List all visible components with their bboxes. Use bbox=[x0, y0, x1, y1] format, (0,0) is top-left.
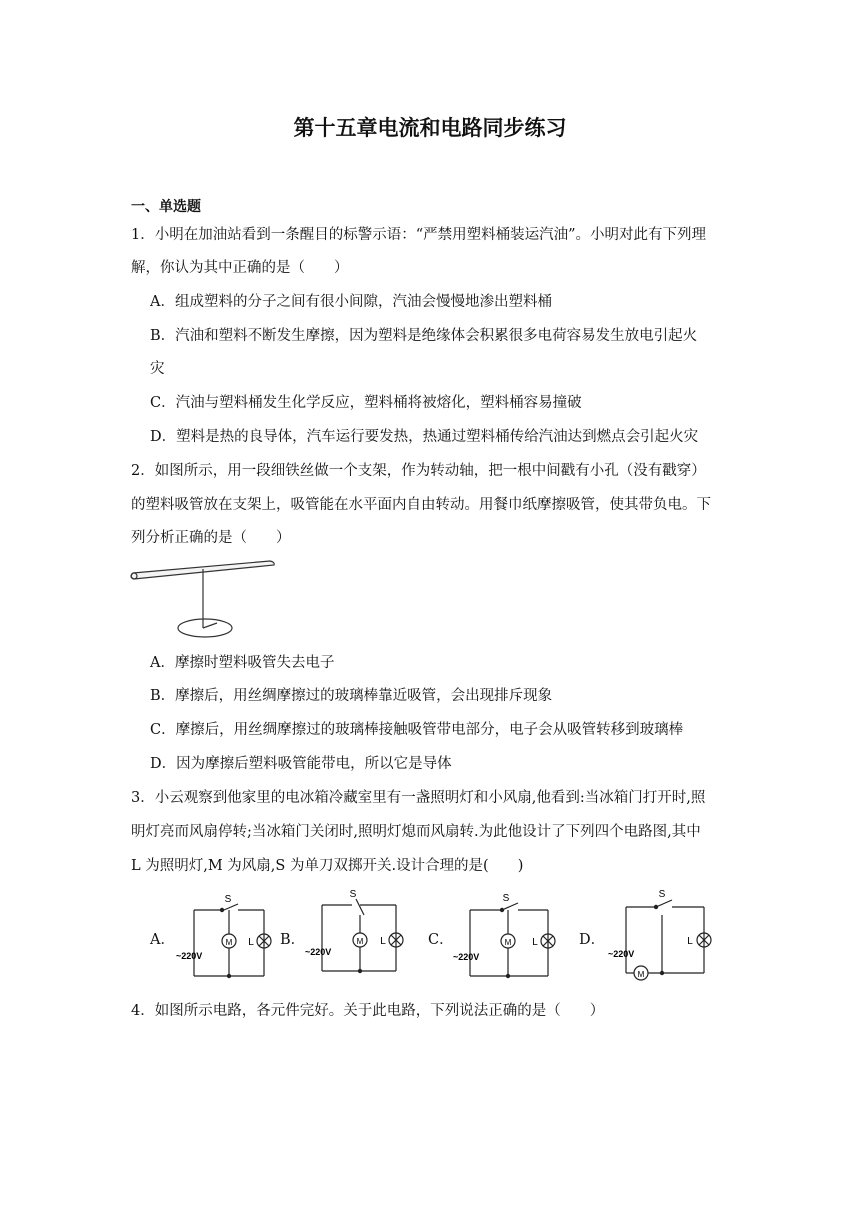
circuit-d-switch-label: S bbox=[658, 889, 666, 900]
q2-stem-line2: 的塑料吸管放在支架上，吸管能在水平面内自由转动。用餐巾纸摩擦吸管，使其带负电。下 bbox=[131, 497, 711, 513]
circuit-c-voltage-label: ~220V bbox=[453, 952, 480, 962]
section-heading: 一、单选题 bbox=[131, 199, 201, 215]
q3-stem-line2: 明灯亮而风扇停转;当冰箱门关闭时,照明灯熄而风扇转.为此他设计了下列四个电路图,其中 bbox=[131, 824, 701, 840]
circuit-d bbox=[600, 885, 720, 985]
q1-stem-line1: 1．小明在加油站看到一条醒目的标警示语：“严禁用塑料桶装运汽油”。小明对此有下列理 bbox=[131, 227, 707, 243]
circuit-b-motor-label: M bbox=[356, 937, 364, 946]
q3-option-c-label: C． bbox=[428, 932, 454, 948]
q1-stem-line2: 解，你认为其中正确的是（ ） bbox=[131, 260, 349, 276]
circuit-d-motor-label: M bbox=[637, 970, 645, 979]
q3-stem-line1: 3．小云观察到他家里的电冰箱冷藏室里有一盏照明灯和小风扇,他看到:当冰箱门打开时,照 bbox=[131, 790, 706, 806]
q2-option-c: C．摩擦后，用丝绸摩擦过的玻璃棒接触吸管带电部分，电子会从吸管转移到玻璃棒 bbox=[150, 722, 684, 738]
circuit-c-lamp-label: L bbox=[532, 937, 538, 948]
circuit-c bbox=[448, 890, 563, 985]
circuit-a-motor-label: M bbox=[225, 938, 233, 947]
straw-diagram bbox=[131, 561, 274, 637]
circuit-b-switch-label: S bbox=[349, 889, 357, 900]
q3-stem-line3: L 为照明灯,M 为风扇,S 为单刀双掷开关.设计合理的是( ) bbox=[131, 858, 524, 874]
q2-option-b: B．摩擦后，用丝绸摩擦过的玻璃棒靠近吸管，会出现排斥现象 bbox=[150, 688, 553, 704]
q1-option-b-line1: B．汽油和塑料不断发生摩擦，因为塑料是绝缘体会积累很多电荷容易发生放电引起火 bbox=[150, 328, 698, 344]
q1-option-d: D．塑料是热的良导体，汽车运行要发热，热通过塑料桶传给汽油达到燃点会引起火灾 bbox=[150, 429, 699, 445]
circuit-c-motor-label: M bbox=[504, 938, 512, 947]
circuit-d-voltage-label: ~220V bbox=[608, 949, 635, 959]
circuit-b-lamp-label: L bbox=[380, 936, 386, 947]
q2-option-a: A．摩擦时塑料吸管失去电子 bbox=[150, 655, 335, 671]
q3-option-a-label: A． bbox=[150, 932, 175, 948]
circuit-c-switch-label: S bbox=[502, 893, 510, 904]
circuit-a bbox=[172, 890, 277, 985]
q2-option-d: D．因为摩擦后塑料吸管能带电，所以它是导体 bbox=[150, 756, 452, 772]
circuit-d-lamp-label: L bbox=[687, 936, 693, 947]
q3-option-d-label: D． bbox=[579, 932, 606, 948]
q4-stem-line1: 4．如图所示电路，各元件完好。关于此电路，下列说法正确的是（ ） bbox=[131, 1003, 605, 1019]
circuit-a-voltage-label: ~220V bbox=[176, 951, 203, 961]
straw-apparatus-figure bbox=[125, 555, 285, 645]
q1-option-b-line2: 灾 bbox=[150, 361, 165, 377]
q1-option-a: A．组成塑料的分子之间有很小间隙，汽油会慢慢地渗出塑料桶 bbox=[150, 294, 552, 310]
circuit-a-switch-label: S bbox=[224, 894, 232, 905]
circuit-b bbox=[300, 885, 410, 980]
circuit-b-voltage-label: ~220V bbox=[305, 947, 332, 957]
q1-option-c: C．汽油与塑料桶发生化学反应，塑料桶将被熔化，塑料桶容易撞破 bbox=[150, 395, 582, 411]
q2-stem-line1: 2．如图所示，用一段细铁丝做一个支架，作为转动轴，把一根中间戳有小孔（没有戳穿） bbox=[131, 463, 706, 479]
q3-option-b-label: B． bbox=[280, 932, 306, 948]
q2-stem-line3: 列分析正确的是（ ） bbox=[131, 530, 291, 546]
circuit-a-lamp-label: L bbox=[248, 937, 254, 948]
page-title: 第十五章电流和电路同步练习 bbox=[293, 116, 567, 140]
